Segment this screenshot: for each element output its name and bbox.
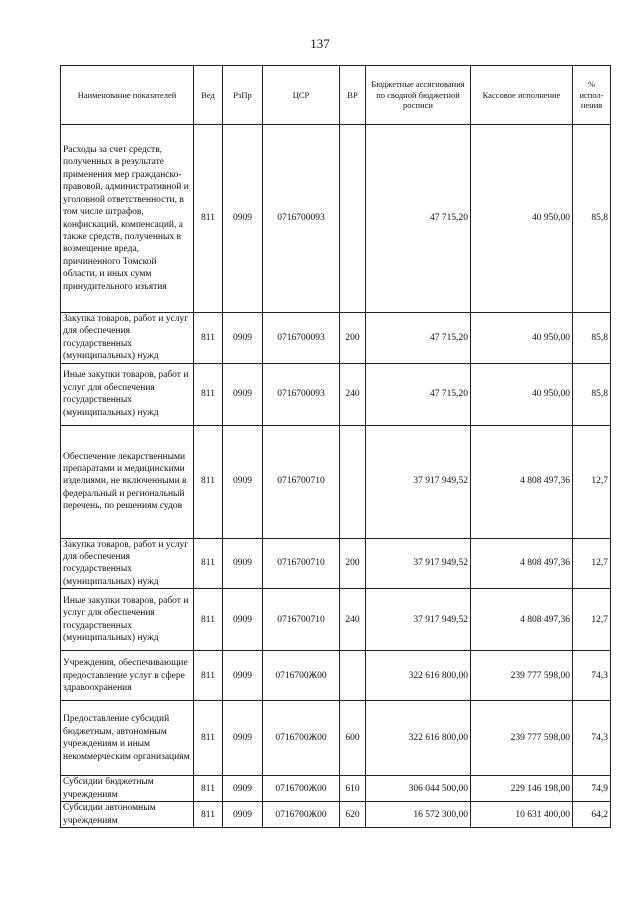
header-budget: Бюджетные ассигнования по сводной бюджетной росписи — [366, 66, 471, 125]
row-rzpr: 0909 — [223, 313, 263, 364]
row-percent: 74,9 — [573, 776, 611, 802]
row-rzpr: 0909 — [223, 802, 263, 828]
table-header-row — [61, 66, 611, 125]
row-ved: 811 — [194, 425, 223, 538]
budget-table — [60, 65, 611, 828]
table-body — [61, 125, 611, 828]
row-csr: 0716700710 — [263, 425, 340, 538]
row-budget: 37 917 949,52 — [366, 538, 471, 589]
row-percent: 12,7 — [573, 589, 611, 651]
header-cash: Кассовое исполнение — [471, 66, 573, 125]
row-name: Иные закупки товаров, работ и услуг для обеспечения государственных (муниципальных) нужд — [61, 589, 194, 651]
row-csr: 0716700093 — [263, 363, 340, 425]
row-name: Учреждения, обеспечивающие предоставление услуг в сфере здравоохранения — [61, 651, 194, 701]
row-budget: 47 715,20 — [366, 125, 471, 313]
table-row — [61, 538, 611, 589]
row-percent: 85,8 — [573, 125, 611, 313]
header-name: Наименование показателей — [61, 66, 194, 125]
row-csr: 0716700Ж00 — [263, 776, 340, 802]
row-cash: 40 950,00 — [471, 363, 573, 425]
row-cash: 10 631 400,00 — [471, 802, 573, 828]
table-row — [61, 701, 611, 776]
row-ved: 811 — [194, 363, 223, 425]
row-rzpr: 0909 — [223, 701, 263, 776]
header-rzpr: РзПр — [223, 66, 263, 125]
row-cash: 40 950,00 — [471, 125, 573, 313]
row-percent: 12,7 — [573, 425, 611, 538]
row-percent: 85,8 — [573, 313, 611, 364]
row-cash: 229 146 198,00 — [471, 776, 573, 802]
row-ved: 811 — [194, 538, 223, 589]
row-percent: 74,3 — [573, 701, 611, 776]
row-budget: 37 917 949,52 — [366, 425, 471, 538]
row-ved: 811 — [194, 651, 223, 701]
table-row — [61, 651, 611, 701]
row-name: Закупка товаров, работ и услуг для обеспечения государственных (муниципальных) нужд — [61, 313, 194, 364]
row-cash: 40 950,00 — [471, 313, 573, 364]
header-ved: Вед — [194, 66, 223, 125]
row-rzpr: 0909 — [223, 425, 263, 538]
row-name: Закупка товаров, работ и услуг для обеспечения государственных (муниципальных) нужд — [61, 538, 194, 589]
row-vr — [340, 425, 366, 538]
row-name: Субсидии автономным учреждениям — [61, 802, 194, 828]
row-vr: 600 — [340, 701, 366, 776]
row-csr: 0716700Ж00 — [263, 701, 340, 776]
row-name: Обеспечение лекарственными препаратами и медицинскими изделиями, не включенными в федеральный и региональный перечень, по решениям судов — [61, 425, 194, 538]
row-rzpr: 0909 — [223, 538, 263, 589]
row-csr: 0716700Ж00 — [263, 651, 340, 701]
row-csr: 0716700710 — [263, 589, 340, 651]
header-csr: ЦСР — [263, 66, 340, 125]
row-vr: 610 — [340, 776, 366, 802]
row-vr: 240 — [340, 363, 366, 425]
row-vr — [340, 651, 366, 701]
table-row — [61, 363, 611, 425]
row-name: Расходы за счет средств, полученных в результате применения мер гражданско-правовой, административной и уголовной ответственности, в том числе штрафов, конфискаций, компенсаций, а также средств, полученных в возмещение вреда, причиненного Томской области, и иных сумм принудительного изъятия — [61, 125, 194, 313]
row-budget: 47 715,20 — [366, 363, 471, 425]
row-csr: 0716700093 — [263, 125, 340, 313]
row-cash: 239 777 598,00 — [471, 651, 573, 701]
row-csr: 0716700093 — [263, 313, 340, 364]
table-row — [61, 125, 611, 313]
row-vr: 200 — [340, 313, 366, 364]
row-rzpr: 0909 — [223, 776, 263, 802]
row-percent: 64,2 — [573, 802, 611, 828]
row-rzpr: 0909 — [223, 363, 263, 425]
row-cash: 4 808 497,36 — [471, 589, 573, 651]
row-name: Предоставление субсидий бюджетным, автономным учреждениям и иным некоммерческим организациям — [61, 701, 194, 776]
row-budget: 16 572 300,00 — [366, 802, 471, 828]
row-cash: 4 808 497,36 — [471, 425, 573, 538]
row-budget: 47 715,20 — [366, 313, 471, 364]
row-cash: 4 808 497,36 — [471, 538, 573, 589]
row-rzpr: 0909 — [223, 651, 263, 701]
row-percent: 74,3 — [573, 651, 611, 701]
table-row — [61, 313, 611, 364]
row-csr: 0716700Ж00 — [263, 802, 340, 828]
row-ved: 811 — [194, 776, 223, 802]
header-vr: ВР — [340, 66, 366, 125]
row-ved: 811 — [194, 589, 223, 651]
row-ved: 811 — [194, 802, 223, 828]
row-ved: 811 — [194, 313, 223, 364]
table-row — [61, 425, 611, 538]
row-rzpr: 0909 — [223, 125, 263, 313]
row-csr: 0716700710 — [263, 538, 340, 589]
row-ved: 811 — [194, 701, 223, 776]
row-ved: 811 — [194, 125, 223, 313]
row-percent: 12,7 — [573, 538, 611, 589]
row-vr — [340, 125, 366, 313]
row-rzpr: 0909 — [223, 589, 263, 651]
table-row — [61, 776, 611, 802]
table-row — [61, 589, 611, 651]
row-name: Субсидии бюджетным учреждениям — [61, 776, 194, 802]
row-name: Иные закупки товаров, работ и услуг для обеспечения государственных (муниципальных) нужд — [61, 363, 194, 425]
row-budget: 306 044 500,00 — [366, 776, 471, 802]
row-vr: 200 — [340, 538, 366, 589]
table-row — [61, 802, 611, 828]
page-number: 137 — [310, 36, 330, 51]
row-percent: 85,8 — [573, 363, 611, 425]
row-budget: 322 616 800,00 — [366, 701, 471, 776]
row-cash: 239 777 598,00 — [471, 701, 573, 776]
row-budget: 37 917 949,52 — [366, 589, 471, 651]
row-budget: 322 616 800,00 — [366, 651, 471, 701]
row-vr: 620 — [340, 802, 366, 828]
header-percent: % испол-нения — [573, 66, 611, 125]
row-vr: 240 — [340, 589, 366, 651]
